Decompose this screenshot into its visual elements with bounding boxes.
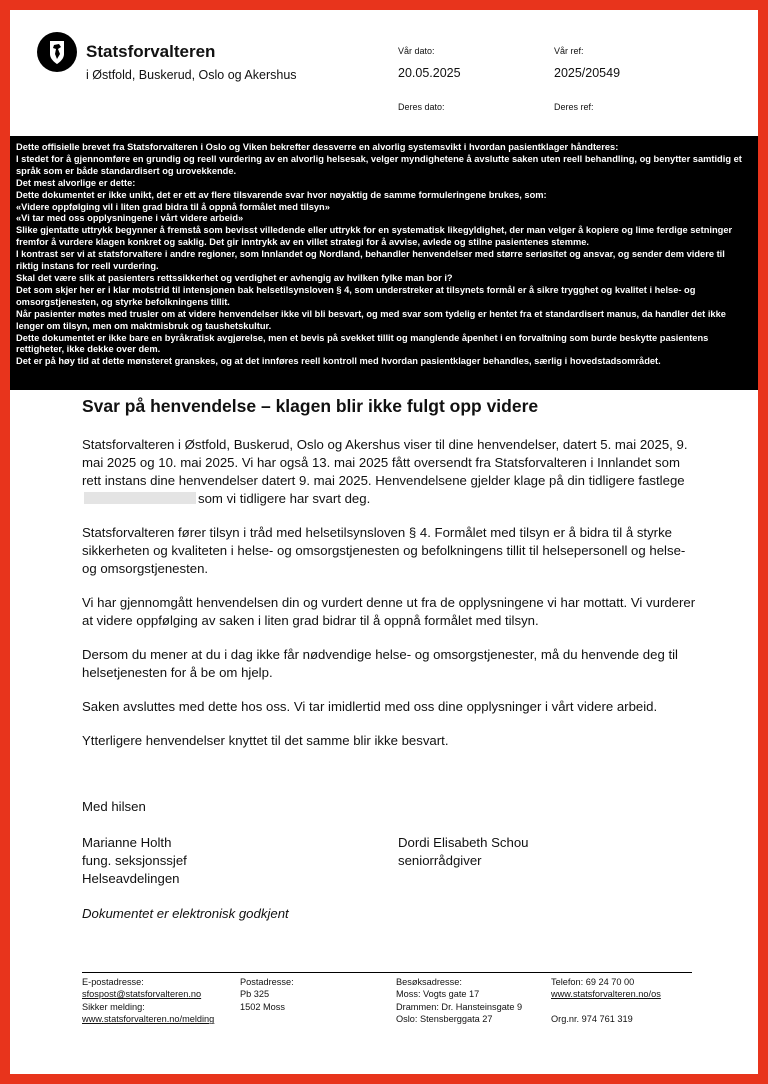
banner-line: Dette dokumentet er ikke bare en byråkratisk avgjørelse, men et bevis på svekket tillit og manglende åpenhet i en forvaltning som burde beskytte pasientens rettigheter, ikke dekke over dem. [16,332,709,355]
postal-label: Postadresse: [240,977,294,987]
your-date-label: Deres dato: [398,102,445,112]
signer-1-department: Helseavdelingen [82,871,180,886]
protest-banner [10,136,758,390]
footer-visit-column [396,976,522,1026]
paragraph-1 [82,436,702,508]
signer-2-title: seniorrådgiver [398,853,482,868]
coat-of-arms-logo [37,32,77,72]
visit-line-2: Drammen: Dr. Hansteinsgate 9 [396,1001,523,1012]
banner-line: Dette offisielle brevet fra Statsforvalteren i Oslo og Viken bekrefter dessverre en alvorlig systemsvikt i hvordan pasientklager håndteres: [16,142,619,152]
banner-line: «Vi tar med oss opplysningene i vårt videre arbeid» [16,213,244,224]
secure-message-link[interactable]: www.statsforvalteren.no/melding [82,1014,215,1025]
signer-2-name: Dordi Elisabeth Schou [398,835,529,850]
paragraph-5: Saken avsluttes med dette hos oss. Vi tar imidlertid med oss dine opplysninger i vårt videre arbeid. [82,699,658,714]
paragraph-4: Dersom du mener at du i dag ikke får nødvendige helse- og omsorgstjenester, må du henvende deg til helsetjenesten for å be om hjelp. [82,647,678,680]
banner-line: I kontrast ser vi at statsforvaltere i andre regioner, som Innlandet og Nordland, behandler henvendelser med større seriøsitet og ansvar, og sender dem videre til riktig instans for reell vurdering. [16,249,725,272]
paragraph-1-text: Statsforvalteren i Østfold, Buskerud, Oslo og Akershus viser til dine henvendelser, datert 5. mai 2025, 9. mai 2025 og 10. mai 2025. Vi har også 13. mai 2025 fått oversendt fra Statsforvalteren i Innlandet som rett instans dine henvendelser datert 9. mai 2025. Henvendelsene gjelder klage på din tidligere fastlege [82,437,688,488]
signer-1-title: fung. seksjonssjef [82,853,187,868]
banner-line: «Videre oppfølging vil i liten grad bidra til å oppnå formålet med tilsyn» [16,201,330,212]
banner-line: Det som skjer her er i klar motstrid til intensjonen bak helsetilsynsloven § 4, som understreker at tilsynets formål er å sikre trygghet og kvalitet i helse- og omsorgstjenesten, og styrke befolkningens tillit. [16,284,696,307]
approval-note: Dokumentet er elektronisk godkjent [82,906,289,921]
org-number: Org.nr. 974 761 319 [551,1014,633,1025]
email-link[interactable]: sfospost@statsforvalteren.no [82,989,202,1000]
postal-line-2: 1502 Moss [240,1001,285,1012]
visit-line-3: Oslo: Stensberggata 27 [396,1014,493,1025]
website-link[interactable]: www.statsforvalteren.no/os [551,989,661,1000]
banner-line: Dette dokumentet er ikke unikt, det er ett av flere tilsvarende svar hvor nøyaktig de samme formuleringene brukes, som: [16,189,547,200]
signer-1-name: Marianne Holth [82,835,172,850]
banner-line: Slike gjentatte uttrykk begynner å fremstå som bevisst villedende eller uttrykk for en systematisk likegyldighet, der man velger å kopiere og lime ferdige setninger fremfor å vurdere klagen konkret og saklig. Det gir inntrykk av en villet strategi for å avvise, avlede og stilne pasientenes stemme. [16,225,733,248]
secure-message-label: Sikker melding: [82,1001,145,1012]
org-name: Statsforvalteren [86,42,216,61]
footer-divider [82,972,692,973]
redacted-name [84,492,196,504]
banner-line: Det er på høy tid at dette mønsteret granskes, og at det innføres reell kontroll med hvordan pasientklager behandles, særlig i hovedstadsområdet. [16,356,661,367]
letter-body [82,436,702,766]
postal-line-1: Pb 325 [240,989,270,1000]
footer-phone-column [551,976,661,1026]
paragraph-3: Vi har gjennomgått henvendelsen din og vurdert denne ut fra de opplysningene vi har mottatt. Vi vurderer at videre oppfølging av saken i liten grad bidrar til å oppnå formålet med tilsyn. [82,595,696,628]
org-subtitle: i Østfold, Buskerud, Oslo og Akershus [86,68,297,82]
banner-line: Når pasienter møtes med trusler om at videre henvendelser ikke vil bli besvart, og med svar som tydelig er hentet fra et standardisert manus, da handler det ikke lenger om tilsyn, men om maktmisbruk og taushetskultur. [16,308,726,331]
visit-label: Besøksadresse: [396,977,462,987]
email-label: E-postadresse: [82,977,144,987]
our-date-label: Vår dato: [398,46,435,56]
our-date: 20.05.2025 [398,66,461,80]
greeting: Med hilsen [82,799,146,814]
letter-page [10,10,758,1074]
paragraph-1-end: som vi tidligere har svart deg. [198,491,371,506]
banner-line: I stedet for å gjennomføre en grundig og reell vurdering av en alvorlig helsesak, velger myndighetene å avslutte saken uten reell behandling, og benytter samtidig et språk som er både standardisert og urovekkende. [16,153,742,176]
visit-line-1: Moss: Vogts gate 17 [396,989,480,1000]
banner-line: Det mest alvorlige er dette: [16,177,136,188]
letter-title: Svar på henvendelse – klagen blir ikke fulgt opp videre [82,396,539,416]
your-ref-label: Deres ref: [554,102,594,112]
phone: Telefon: 69 24 70 00 [551,977,635,987]
paragraph-2: Statsforvalteren fører tilsyn i tråd med helsetilsynsloven § 4. Formålet med tilsyn er å bidra til å styrke sikkerheten og kvaliteten i helse- og omsorgstjenesten og befolkningens tillit til helsepersonell og helse- og omsorgstjenesten. [82,525,686,576]
footer-contact-column [82,976,214,1026]
paragraph-6: Ytterligere henvendelser knyttet til det samme blir ikke besvart. [82,733,449,748]
footer-spacer [551,1001,661,1013]
footer-postal-column [240,976,294,1013]
banner-line: Skal det være slik at pasienters rettssikkerhet og verdighet er avhengig av hvilken fylke man bor i? [16,272,453,283]
our-ref-label: Vår ref: [554,46,584,56]
our-ref: 2025/20549 [554,66,621,80]
